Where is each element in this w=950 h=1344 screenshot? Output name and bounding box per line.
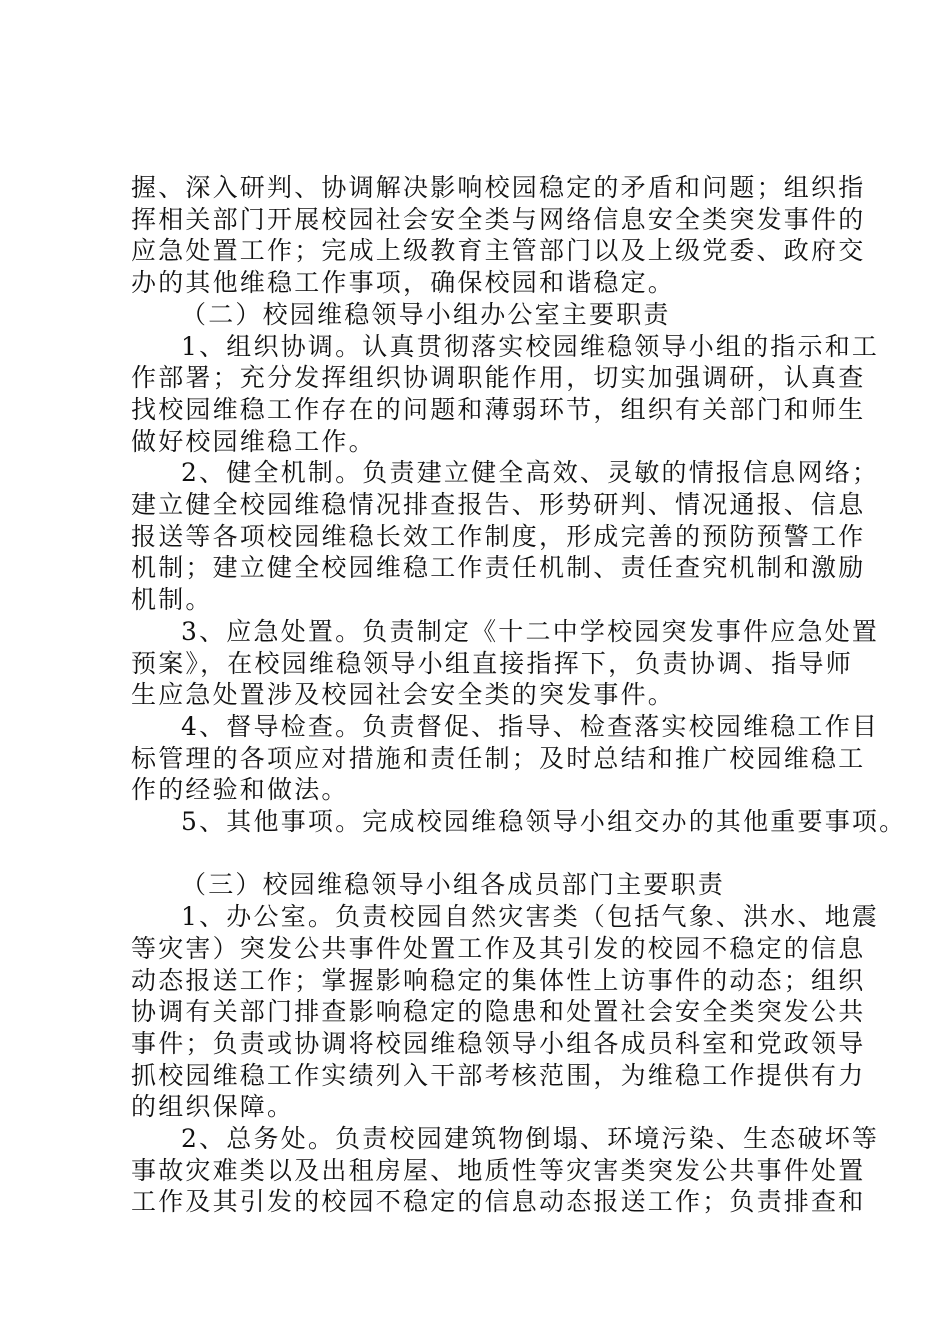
blank-line	[131, 838, 841, 870]
text-line: 找校园维稳工作存在的问题和薄弱环节，组织有关部门和师生	[131, 394, 866, 424]
text-line: 事故灾难类以及出租房屋、地质性等灾害类突发公共事件处置	[131, 1155, 866, 1185]
text-line: 5、其他事项。完成校园维稳领导小组交办的其他重要事项。	[181, 807, 907, 837]
text-line: 预案》，在校园维稳领导小组直接指挥下，负责协调、指导师	[131, 648, 853, 678]
text-line: 的组织保障。	[131, 1092, 295, 1122]
text-line: 1、办公室。负责校园自然灾害类（包括气象、洪水、地震	[181, 902, 880, 932]
text-line: 3、应急处置。负责制定《十二中学校园突发事件应急处置	[181, 616, 880, 646]
text-line: 等灾害）突发公共事件处置工作及其引发的校园不稳定的信息	[131, 933, 866, 963]
text-line: 生应急处置涉及校园社会安全类的突发事件。	[131, 680, 676, 710]
text-line: 机制；建立健全校园维稳工作责任机制、责任查究机制和激励	[131, 553, 866, 583]
text-line: 应急处置工作；完成上级教育主管部门以及上级党委、政府交	[131, 236, 866, 266]
text-line: （三）校园维稳领导小组各成员部门主要职责	[181, 870, 726, 900]
text-line: 挥相关部门开展校园社会安全类与网络信息安全类突发事件的	[131, 204, 866, 234]
text-line: （二）校园维稳领导小组办公室主要职责	[181, 299, 671, 329]
text-line: 作部署；充分发挥组织协调职能作用，切实加强调研，认真查	[131, 363, 866, 393]
text-line: 2、总务处。负责校园建筑物倒塌、环境污染、生态破坏等	[181, 1124, 880, 1154]
text-line: 作的经验和做法。	[131, 775, 349, 805]
text-line: 握、深入研判、协调解决影响校园稳定的矛盾和问题；组织指	[131, 173, 866, 202]
text-line: 标管理的各项应对措施和责任制；及时总结和推广校园维稳工	[131, 743, 866, 773]
text-line: 工作及其引发的校园不稳定的信息动态报送工作；负责排查和	[131, 1187, 866, 1217]
text-line: 抓校园维稳工作实绩列入干部考核范围，为维稳工作提供有力	[131, 1060, 866, 1090]
text-line: 2、健全机制。负责建立健全高效、灵敏的情报信息网络；	[181, 458, 880, 488]
text-line: 4、督导检查。负责督促、指导、检查落实校园维稳工作目	[181, 711, 880, 741]
text-line: 办的其他维稳工作事项，确保校园和谐稳定。	[131, 268, 676, 298]
text-line: 事件；负责或协调将校园维稳领导小组各成员科室和党政领导	[131, 1028, 866, 1058]
text-line: 建立健全校园维稳情况排查报告、形势研判、情况通报、信息	[131, 490, 866, 520]
document-body	[131, 172, 907, 1218]
text-line: 1、组织协调。认真贯彻落实校园维稳领导小组的指示和工	[181, 331, 880, 361]
text-line: 机制。	[131, 585, 213, 615]
text-line: 动态报送工作；掌握影响稳定的集体性上访事件的动态；组织	[131, 965, 866, 995]
text-line: 报送等各项校园维稳长效工作制度，形成完善的预防预警工作	[131, 521, 866, 551]
text-line: 协调有关部门排查影响稳定的隐患和处置社会安全类突发公共	[131, 997, 866, 1027]
text-line: 做好校园维稳工作。	[131, 426, 376, 456]
